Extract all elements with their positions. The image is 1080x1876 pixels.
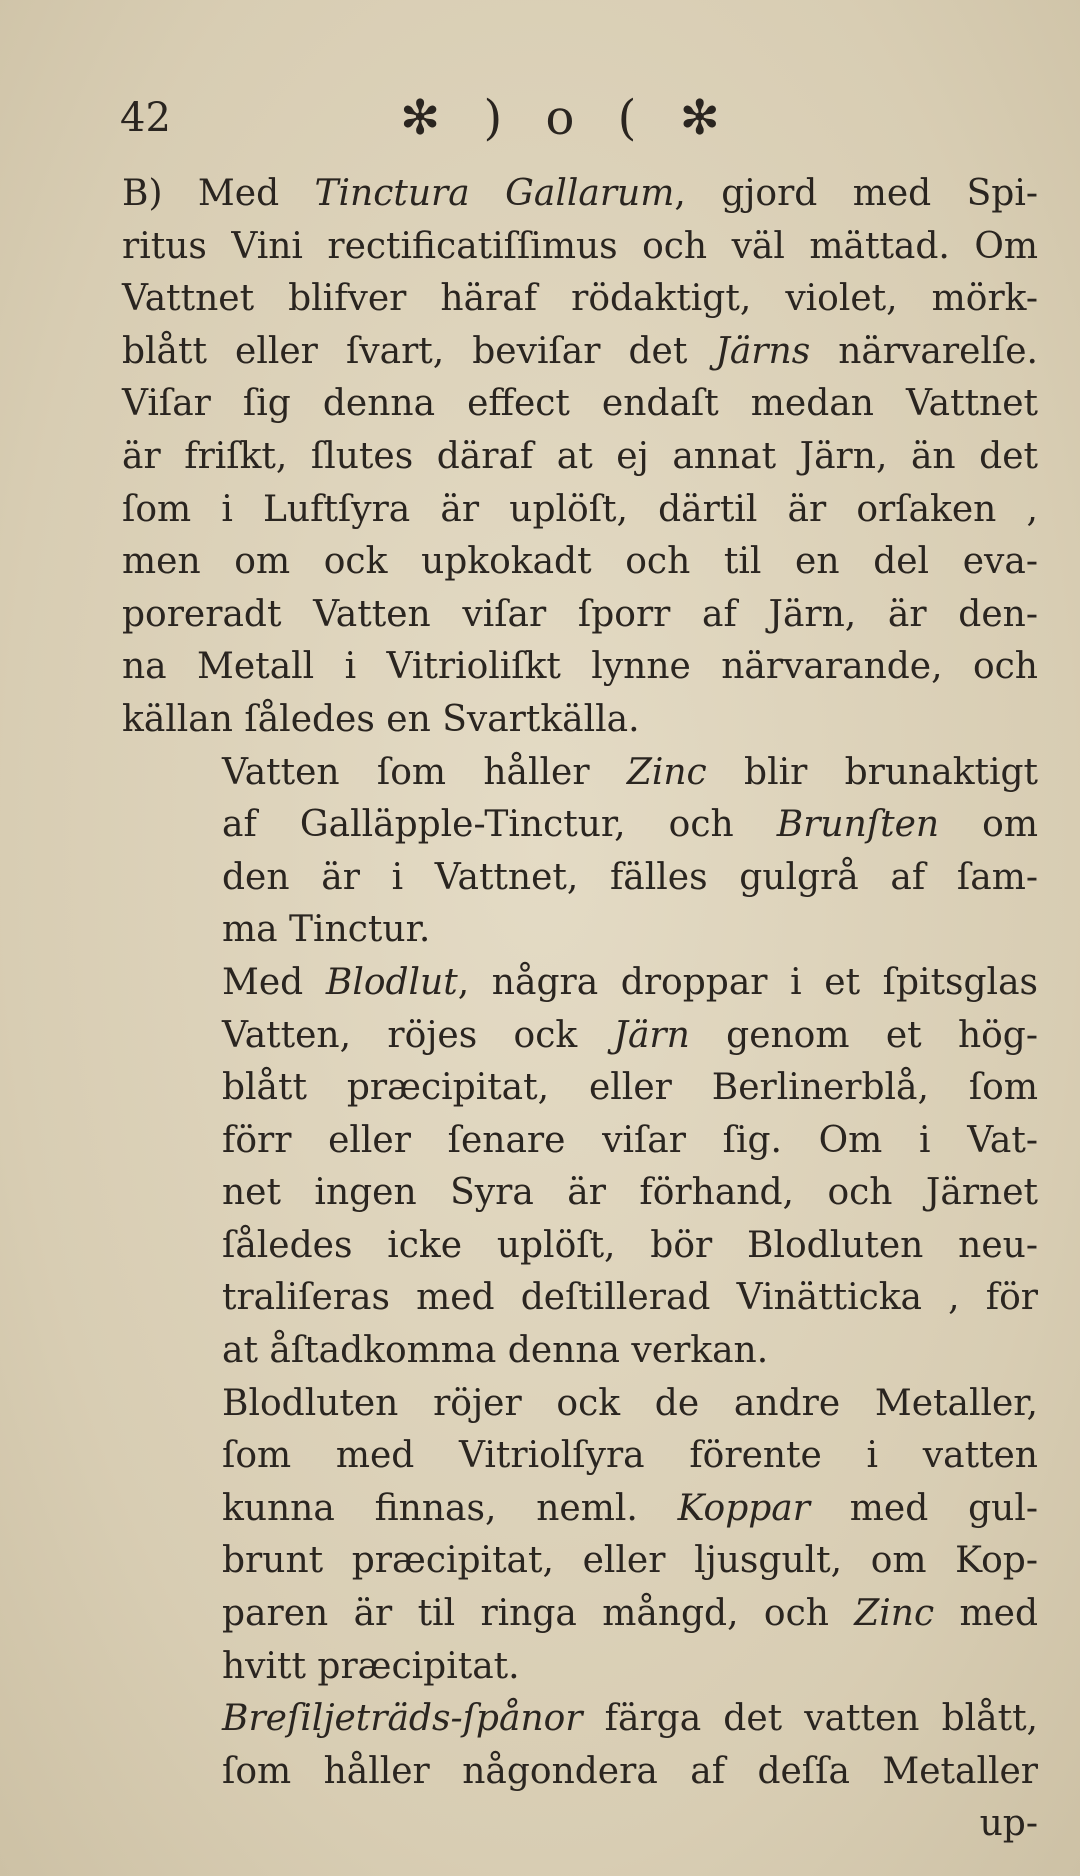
text-line: Vattnet blifver häraf rödaktigt, violet, mörk-	[122, 278, 1038, 320]
text-line: kunna finnas, neml. Koppar med gul-	[222, 1487, 1038, 1529]
text-line: förr eller ſenare viſar ſig. Om i Vat-	[222, 1119, 1038, 1161]
text-line: Breſiljeträds-ſpånor färga det vatten blått,	[222, 1698, 1038, 1740]
italic-term: Tinctura Gallarum	[314, 173, 675, 214]
text-line: B) Med Tinctura Gallarum, gjord med Spi-	[122, 173, 1038, 214]
text-line: Vatten, röjes ock Järn genom et hög-	[222, 1014, 1039, 1056]
text-line: blått eller ſvart, beviſar det Järns närvarelſe.	[122, 330, 1038, 372]
text-line: ma Tinctur.	[222, 909, 431, 951]
italic-term: Blodlut	[325, 961, 458, 1003]
text-line: ſåledes icke uplöſt, bör Blodluten neu-	[222, 1224, 1038, 1266]
text-line: är friſkt, ſlutes däraf at ej annat Järn, än det	[122, 435, 1038, 477]
text-line: ſom i Luftſyra är uplöſt, därtil är orſaken ,	[122, 488, 1038, 530]
text-line: ritus Vini rectificatiſſimus och väl mättad. Om	[122, 225, 1038, 267]
text-line: Vatten ſom håller Zinc blir brunaktigt	[222, 751, 1039, 793]
text-line: ſom med Vitriolſyra förente i vatten	[222, 1435, 1038, 1477]
italic-term: Järn	[613, 1014, 690, 1056]
running-head-ornament: ✻ ) o ( ✻	[400, 90, 734, 146]
italic-term: Koppar	[677, 1487, 810, 1529]
text-line: Blodluten röjer ock de andre Metaller,	[222, 1382, 1038, 1424]
italic-term: Brunſten	[776, 804, 940, 846]
body-text	[122, 168, 1038, 1851]
italic-term: Zinc	[626, 751, 707, 793]
page-header	[120, 88, 820, 148]
text-line: den är i Vattnet, fälles gulgrå af ſam-	[222, 856, 1038, 898]
text-line: traliſeras med deſtillerad Vinätticka , för	[222, 1277, 1038, 1319]
text-line: brunt præcipitat, eller ljusgult, om Kop-	[222, 1540, 1038, 1582]
text-line: af Galläpple-Tinctur, och Brunſten om	[222, 804, 1038, 846]
italic-term: Järns	[715, 330, 811, 372]
text-line: net ingen Syra är förhand, och Järnet	[222, 1172, 1038, 1214]
page-number: 42	[120, 95, 171, 141]
text-line: poreradt Vatten viſar ſporr af Järn, är den-	[122, 593, 1038, 635]
text-line: ſom håller någondera af deſſa Metaller	[222, 1750, 1038, 1792]
text-line: na Metall i Vitrioliſkt lynne närvarande, och	[122, 646, 1038, 688]
italic-term: Breſiljeträds-ſpånor	[222, 1698, 583, 1740]
text-line: paren är til ringa mångd, och Zinc med	[222, 1593, 1038, 1635]
text-line: blått præcipitat, eller Berlinerblå, ſom	[222, 1067, 1038, 1109]
text-line: at åſtadkomma denna verkan.	[222, 1330, 769, 1372]
text-line: men om ock upkokadt och til en del eva-	[122, 541, 1038, 583]
text-line: Viſar ſig denna effect endaſt medan Vattnet	[122, 383, 1038, 425]
text-line: up-	[979, 1803, 1038, 1845]
text-line: hvitt præcipitat.	[222, 1645, 520, 1687]
text-line: Med Blodlut, några droppar i et ſpitsglas	[222, 961, 1039, 1003]
text-line: källan ſåledes en Svartkälla.	[122, 698, 640, 740]
italic-term: Zinc	[854, 1593, 935, 1635]
